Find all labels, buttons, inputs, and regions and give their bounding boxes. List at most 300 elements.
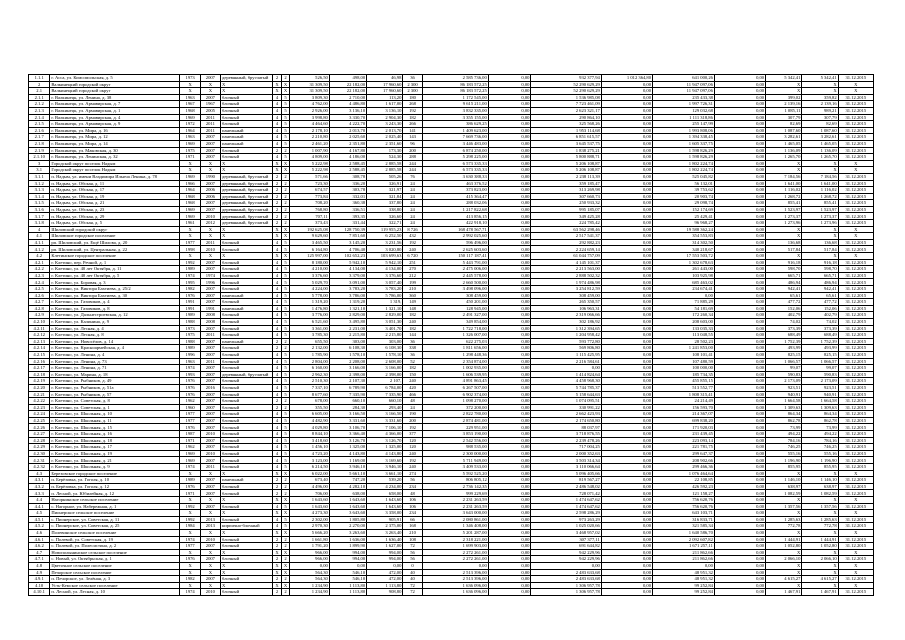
table-cell: 4 bbox=[273, 365, 282, 372]
table-cell: 1 752,39 bbox=[766, 338, 802, 345]
table-cell: 1988 bbox=[180, 338, 200, 345]
address-cell: г. Валкинецк, ул. Маковская, д. 30 bbox=[50, 147, 180, 154]
table-cell: 2 822 780,00 bbox=[422, 411, 488, 418]
table-cell: 235 433,38 bbox=[653, 94, 715, 101]
table-cell: X bbox=[838, 562, 873, 569]
address-cell: Городской округ поселок Надым bbox=[50, 160, 180, 167]
address-cell: Нагорнинское сельское поселение bbox=[50, 497, 180, 504]
table-cell: 1 664,58 bbox=[802, 398, 838, 405]
table-cell: 0,00 bbox=[601, 417, 652, 424]
table-row bbox=[29, 154, 874, 161]
table-cell: 2 829,00 bbox=[329, 312, 366, 319]
table-cell: 2007 bbox=[200, 371, 220, 378]
table-cell: 0,00 bbox=[367, 562, 403, 569]
table-cell: 0,00 bbox=[601, 134, 652, 141]
table-cell: X bbox=[221, 226, 273, 233]
table-cell: 2007 bbox=[200, 503, 220, 510]
table-cell: 0,00 bbox=[488, 101, 531, 108]
table-cell: 2007 bbox=[200, 351, 220, 358]
table-cell: 1969 bbox=[180, 140, 200, 147]
table-cell: 4 bbox=[273, 384, 282, 391]
address-cell: п. Лесной, ул. Лесная, д. 10 bbox=[50, 589, 180, 596]
table-cell: 3 243,30 bbox=[367, 121, 403, 128]
table-cell: X bbox=[180, 582, 200, 589]
table-cell: 0,00 bbox=[714, 470, 765, 477]
table-cell: 2 270,00 bbox=[329, 523, 366, 530]
table-cell: X bbox=[802, 88, 838, 95]
table-cell: 2007 bbox=[200, 444, 220, 451]
table-cell: 2 bbox=[273, 556, 282, 563]
address-cell: г. Клетино, ул. Школьная, д. 18 bbox=[50, 437, 180, 444]
table-cell: 432 bbox=[403, 233, 422, 240]
address-cell: г. Клетино, ул. Газовиков, д. 8 bbox=[50, 305, 180, 312]
table-cell: 2 bbox=[273, 200, 282, 207]
table-cell: X bbox=[802, 529, 838, 536]
table-cell: 1 241 853,00 bbox=[653, 345, 715, 352]
table-cell: 4 186,00 bbox=[329, 154, 366, 161]
address-cell: п. Надым, ул. Обская, д. 19 bbox=[50, 193, 180, 200]
table-cell: 0,00 bbox=[714, 431, 765, 438]
table-cell: 4.2.31 bbox=[29, 457, 50, 464]
table-cell: 3 832 335,00 bbox=[422, 107, 488, 114]
table-cell: 168 bbox=[403, 523, 422, 530]
table-cell: 61 044 757,09 bbox=[531, 253, 601, 260]
table-cell: 4.2.3 bbox=[29, 272, 50, 279]
table-row bbox=[29, 345, 874, 352]
table-cell: 2010 bbox=[200, 450, 220, 457]
table-cell: 1 394 338,45 bbox=[653, 134, 715, 141]
table-cell: 0,00 bbox=[714, 173, 765, 180]
table-cell: 555,16 bbox=[766, 450, 802, 457]
table-cell: 1 523,97 bbox=[802, 206, 838, 213]
table-cell: 0,00 bbox=[601, 437, 652, 444]
table-cell: 0,00 bbox=[714, 81, 765, 88]
table-cell: 56 bbox=[403, 556, 422, 563]
table-cell: 0,00 bbox=[488, 318, 531, 325]
table-cell: 1 116,02 bbox=[766, 187, 802, 194]
table-cell: 1974 bbox=[180, 272, 200, 279]
table-cell: 1 113,80 bbox=[329, 589, 366, 596]
table-cell: 4.3.3 bbox=[29, 490, 50, 497]
table-row bbox=[29, 497, 874, 504]
table-cell: 4.2.2 bbox=[29, 266, 50, 273]
table-cell: 99 252,84 bbox=[653, 582, 715, 589]
address-cell: г. Клетино, ул. Рыбников, д. 51а bbox=[50, 384, 180, 391]
table-cell: 4 706,40 bbox=[329, 246, 366, 253]
table-cell: 4 bbox=[273, 318, 282, 325]
table-cell: 0,00 bbox=[488, 457, 531, 464]
table-cell: 0,00 bbox=[488, 187, 531, 194]
table-cell: 31.12.2015 bbox=[838, 206, 873, 213]
table-cell: 0,00 bbox=[488, 173, 531, 180]
table-cell: 2 178,10 bbox=[290, 127, 329, 134]
address-cell: п. Лесной, ул. Юбилейная, д. 12 bbox=[50, 490, 180, 497]
table-cell: 4 bbox=[273, 272, 282, 279]
table-cell: 2 132,00 bbox=[290, 345, 329, 352]
table-cell: 0,00 bbox=[488, 576, 531, 583]
table-row bbox=[29, 424, 874, 431]
table-cell: 86 183 572,25 bbox=[422, 81, 488, 88]
table-cell: 0,00 bbox=[601, 332, 652, 339]
table-cell: 0,00 bbox=[601, 516, 652, 523]
table-cell: 274 bbox=[403, 470, 422, 477]
table-cell: 4.2 bbox=[29, 253, 50, 260]
table-cell: 314 302,50 bbox=[653, 239, 715, 246]
table-cell: 2 bbox=[273, 187, 282, 194]
address-cell: г. Клетино, ул. Рыбников, д. 49 bbox=[50, 378, 180, 385]
table-cell: 1971 bbox=[180, 490, 200, 497]
table-cell: 2007 bbox=[200, 417, 220, 424]
table-cell: 107 480,59 bbox=[653, 358, 715, 365]
table-cell: 0,00 bbox=[601, 180, 652, 187]
address-cell: п. Надым, ул. имени Владимира Ильича Ленина, д. 78 bbox=[50, 173, 180, 180]
table-cell: 3 366,40 bbox=[329, 431, 366, 438]
table-cell: 864,34 bbox=[802, 411, 838, 418]
table-cell: 0,00 bbox=[601, 233, 652, 240]
table-cell: 4.6.1 bbox=[29, 536, 50, 543]
table-cell: 0,00 bbox=[488, 516, 531, 523]
table-cell: блочный bbox=[221, 437, 273, 444]
table-cell: 108 bbox=[403, 536, 422, 543]
table-cell: 4 bbox=[273, 437, 282, 444]
table-cell: 96 bbox=[403, 140, 422, 147]
table-cell: 691 644,82 bbox=[531, 543, 601, 550]
table-cell: 373,43 bbox=[290, 220, 329, 227]
table-cell: 1 268,72 bbox=[802, 193, 838, 200]
table-cell: 1 325,00 bbox=[329, 444, 366, 451]
table-cell: 265 350,57 bbox=[531, 299, 601, 306]
table-cell: 82,69 bbox=[802, 121, 838, 128]
table-cell: 2007 bbox=[200, 345, 220, 352]
table-cell: X bbox=[838, 160, 873, 167]
table-cell: 0,00 bbox=[714, 510, 765, 517]
table-cell: 119 955,23 bbox=[367, 226, 403, 233]
table-cell: 0,00 bbox=[714, 206, 765, 213]
table-cell: 6 789,90 bbox=[329, 384, 366, 391]
table-cell: 1 643,60 bbox=[329, 503, 366, 510]
table-cell: 5 bbox=[281, 351, 290, 358]
table-cell: 121 158,27 bbox=[653, 490, 715, 497]
table-cell: 2 224 659,14 bbox=[531, 246, 601, 253]
table-cell: 526,50 bbox=[290, 75, 329, 82]
table-cell: X bbox=[180, 226, 200, 233]
table-cell: 0,00 bbox=[488, 160, 531, 167]
address-cell: г. Клетино, ул. Школьная, д. 11 bbox=[50, 417, 180, 424]
table-cell: 1 306 957,78 bbox=[531, 589, 601, 596]
table-cell: X bbox=[180, 160, 200, 167]
table-cell: 2 bbox=[281, 556, 290, 563]
table-cell: 0,00 bbox=[601, 160, 652, 167]
table-cell: 3 166,50 bbox=[367, 411, 403, 418]
table-cell: 4 bbox=[273, 94, 282, 101]
table-cell: 3 495,80 bbox=[329, 318, 366, 325]
address-cell: п. Надым, ул. Обская, д. 11 bbox=[50, 180, 180, 187]
table-cell: 2010 bbox=[200, 431, 220, 438]
table-cell: 3 503 314,34 bbox=[531, 457, 601, 464]
table-cell: 2 888 502,32 bbox=[531, 272, 601, 279]
table-cell: 0,00 bbox=[488, 121, 531, 128]
table-cell: блочный bbox=[221, 279, 273, 286]
table-cell: 0,00 bbox=[714, 107, 765, 114]
table-cell: 4 bbox=[273, 127, 282, 134]
table-cell: 5 bbox=[281, 121, 290, 128]
table-cell: 31.12.2015 bbox=[838, 371, 873, 378]
table-cell: 1 136,09 bbox=[766, 147, 802, 154]
table-cell: X bbox=[281, 226, 290, 233]
table-cell: 4 143,80 bbox=[329, 450, 366, 457]
capital-repair-register-table bbox=[28, 74, 874, 596]
table-cell: 7 184,56 bbox=[766, 173, 802, 180]
table-cell: 4 bbox=[273, 312, 282, 319]
table-cell: 1989 bbox=[180, 477, 200, 484]
table-cell: X bbox=[838, 529, 873, 536]
table-cell: 0,00 bbox=[290, 562, 329, 569]
table-cell: 31.12.2015 bbox=[838, 503, 873, 510]
address-cell: г. Клетино, ул. Виктора Бахтиева, д. 25/2 bbox=[50, 286, 180, 293]
table-cell: 2 bbox=[281, 589, 290, 596]
table-cell: X bbox=[838, 582, 873, 589]
table-cell: 31.12.2015 bbox=[838, 286, 873, 293]
table-cell: 2008 bbox=[200, 318, 220, 325]
table-cell: 402,79 bbox=[802, 312, 838, 319]
table-cell: 106 963,31 bbox=[531, 305, 601, 312]
table-cell: 2 354 874,00 bbox=[422, 358, 488, 365]
table-cell: 655,50 bbox=[290, 338, 329, 345]
table-cell: 3 254 812,59 bbox=[531, 286, 601, 293]
table-cell: 303,00 bbox=[329, 338, 366, 345]
table-cell: 3 020,80 bbox=[367, 246, 403, 253]
table-cell: 31.12.2015 bbox=[838, 121, 873, 128]
table-cell: 31.12.2015 bbox=[838, 94, 873, 101]
table-cell: 2007 bbox=[200, 556, 220, 563]
table-cell: 5 bbox=[281, 431, 290, 438]
table-cell: 2 483 633,68 bbox=[531, 569, 601, 576]
table-cell: 3 718 876,55 bbox=[531, 431, 601, 438]
table-cell: 571,66 bbox=[290, 173, 329, 180]
table-cell: 3 418,60 bbox=[290, 437, 329, 444]
table-cell: 0,00 bbox=[601, 569, 652, 576]
table-cell: 5 298 225,00 bbox=[422, 154, 488, 161]
table-cell: 1 523,97 bbox=[766, 206, 802, 213]
table-row bbox=[29, 173, 874, 180]
table-cell: 1 146,10 bbox=[766, 477, 802, 484]
table-cell: 0,00 bbox=[601, 576, 652, 583]
table-cell: 1 636 096,00 bbox=[422, 582, 488, 589]
table-cell: 99,07 bbox=[766, 365, 802, 372]
table-row bbox=[29, 147, 874, 154]
table-cell: 3 630 388,33 bbox=[422, 173, 488, 180]
table-cell: 1 617,00 bbox=[367, 101, 403, 108]
table-cell: блочный bbox=[221, 312, 273, 319]
table-cell: 3 331,60 bbox=[329, 417, 366, 424]
table-cell: 2007 bbox=[200, 378, 220, 385]
table-cell: 8 180,00 bbox=[290, 259, 329, 266]
table-cell: 31.12.2015 bbox=[838, 272, 873, 279]
address-cell: г. Клетино, пер. Речной, д. 1 bbox=[50, 259, 180, 266]
table-cell: 307,79 bbox=[802, 114, 838, 121]
table-cell: 1968 bbox=[180, 107, 200, 114]
table-cell: 1 641,00 bbox=[766, 180, 802, 187]
table-cell: 699 838,20 bbox=[653, 417, 715, 424]
table-cell: 0,00 bbox=[601, 358, 652, 365]
table-cell: 0,00 bbox=[601, 81, 652, 88]
table-cell: 4 bbox=[273, 371, 282, 378]
table-cell: 4 bbox=[273, 378, 282, 385]
address-cell: п. Берёзовка, ул. Гоголя, д. 12 bbox=[50, 483, 180, 490]
address-cell: г. Клетино, ул. Газовиков, д. 4 bbox=[50, 299, 180, 306]
table-cell: X bbox=[200, 88, 220, 95]
table-cell: 0,00 bbox=[714, 312, 765, 319]
table-cell: 2011 bbox=[200, 239, 220, 246]
table-cell: 4.4 bbox=[29, 497, 50, 504]
table-cell: 0,00 bbox=[488, 266, 531, 273]
table-cell: 4.6.2 bbox=[29, 543, 50, 550]
table-cell: 413 856,15 bbox=[422, 213, 488, 220]
table-cell: 0,00 bbox=[601, 457, 652, 464]
table-cell: 3.1.5 bbox=[29, 200, 50, 207]
table-cell: 2 491 327,00 bbox=[422, 312, 488, 319]
table-cell: 3 643,60 bbox=[329, 510, 366, 517]
table-cell: 2 bbox=[281, 404, 290, 411]
table-cell: 513 552,77 bbox=[653, 384, 715, 391]
table-cell: 2 066,10 bbox=[802, 556, 838, 563]
table-cell: 1 578,10 bbox=[329, 351, 366, 358]
address-cell: г. Клетино, ул. Рыбников, д. 57 bbox=[50, 391, 180, 398]
table-cell: 908,80 bbox=[367, 589, 403, 596]
table-cell: 31.12.2015 bbox=[838, 200, 873, 207]
table-cell: 5 bbox=[281, 114, 290, 121]
table-cell: 1 636,40 bbox=[367, 536, 403, 543]
table-cell: 3 169,60 bbox=[367, 457, 403, 464]
table-cell: 5 222,98 bbox=[290, 167, 329, 174]
table-cell: 292 882,23 bbox=[531, 239, 601, 246]
table-cell: 5 592 525,20 bbox=[422, 470, 488, 477]
table-cell: 288 bbox=[403, 154, 422, 161]
table-cell: 31.12.2015 bbox=[838, 378, 873, 385]
table-cell: 0,00 bbox=[601, 483, 652, 490]
table-cell: 2 585 736,00 bbox=[422, 75, 488, 82]
table-cell: 0,00 bbox=[601, 411, 652, 418]
table-cell: 5 bbox=[281, 437, 290, 444]
table-cell: 4 bbox=[273, 305, 282, 312]
table-cell: 1974 bbox=[200, 272, 220, 279]
table-cell: 746,25 bbox=[802, 444, 838, 451]
table-cell: X bbox=[838, 253, 873, 260]
table-row bbox=[29, 384, 874, 391]
table-row bbox=[29, 351, 874, 358]
table-cell: 2 623 321,17 bbox=[531, 107, 601, 114]
table-cell: 234 bbox=[403, 483, 422, 490]
table-cell: 5 bbox=[281, 332, 290, 339]
table-cell: 0,00 bbox=[601, 299, 652, 306]
table-cell: 1 309,63 bbox=[802, 404, 838, 411]
table-cell: 261 443,00 bbox=[653, 266, 715, 273]
table-cell: X bbox=[200, 569, 220, 576]
table-cell: 303,78 bbox=[329, 187, 366, 194]
address-cell: г. Клетино, ул. Калинина, д. 9 bbox=[50, 318, 180, 325]
table-cell: 2 475 006,00 bbox=[422, 266, 488, 273]
table-cell: 2 238 113,39 bbox=[531, 173, 601, 180]
table-cell: 6 252,50 bbox=[367, 233, 403, 240]
table-cell: X bbox=[200, 81, 220, 88]
table-cell: 66 bbox=[403, 516, 422, 523]
table-cell: 2 080 861,00 bbox=[422, 516, 488, 523]
table-cell: 2 231 263,59 bbox=[422, 497, 488, 504]
table-cell: 1 643,60 bbox=[290, 503, 329, 510]
table-cell: 72 bbox=[403, 543, 422, 550]
address-cell: г. Клетино, ул. Ленина, д. 71 bbox=[50, 365, 180, 372]
address-cell: г. Клетино, ул. Красноармейская, д. 4 bbox=[50, 345, 180, 352]
table-cell: X bbox=[180, 549, 200, 556]
table-cell: 31.12.2015 bbox=[838, 107, 873, 114]
table-cell: 923,51 bbox=[766, 384, 802, 391]
table-cell: 1960 bbox=[180, 404, 200, 411]
table-cell: 855,95 bbox=[802, 464, 838, 471]
table-cell: 0,00 bbox=[488, 365, 531, 372]
table-cell: 200 bbox=[403, 417, 422, 424]
table-cell: 4.8 bbox=[29, 562, 50, 569]
table-cell: 3 643 000,00 bbox=[422, 510, 488, 517]
table-cell: 349 425,28 bbox=[531, 213, 601, 220]
table-cell: 0,00 bbox=[714, 134, 765, 141]
table-cell: 3 401,70 bbox=[367, 325, 403, 332]
table-cell: 1 196,90 bbox=[766, 457, 802, 464]
table-cell: 1991 bbox=[180, 305, 200, 312]
table-cell: 0,00 bbox=[601, 398, 652, 405]
table-cell: 455 855,15 bbox=[653, 378, 715, 385]
table-cell: 819 567,27 bbox=[531, 477, 601, 484]
table-cell: 4.3 bbox=[29, 470, 50, 477]
table-cell: 2.1.8 bbox=[29, 140, 50, 147]
address-cell: г. Валкинецк, ул. Армавирская, д. 1 bbox=[50, 107, 180, 114]
table-cell: 2 874 481,00 bbox=[422, 417, 488, 424]
table-cell: блочный bbox=[221, 94, 273, 101]
table-cell: 2 486 548,02 bbox=[531, 483, 601, 490]
table-cell: 1 808 315,41 bbox=[653, 391, 715, 398]
table-cell: 1971 bbox=[180, 437, 200, 444]
table-cell: 7 851,60 bbox=[329, 233, 366, 240]
table-cell: 6 720 bbox=[403, 253, 422, 260]
table-cell: 598,70 bbox=[766, 266, 802, 273]
table-cell: X bbox=[838, 233, 873, 240]
table-cell: 0,00 bbox=[488, 398, 531, 405]
table-cell: X bbox=[766, 253, 802, 260]
address-cell: с. Пионерское, ул. Советская, д. 25 bbox=[50, 523, 180, 530]
table-cell: 71 885,29 bbox=[653, 299, 715, 306]
table-cell: 73,99 bbox=[802, 424, 838, 431]
table-cell: 4.3.1 bbox=[29, 477, 50, 484]
table-cell: 4 bbox=[273, 246, 282, 253]
table-cell: 2 bbox=[273, 206, 282, 213]
table-cell: 0,00 bbox=[601, 266, 652, 273]
table-cell: 284,30 bbox=[329, 404, 366, 411]
table-cell: 4 134,00 bbox=[367, 266, 403, 273]
table-row bbox=[29, 226, 874, 233]
table-cell: деревянный, брусчатый bbox=[221, 206, 273, 213]
table-cell: 0,00 bbox=[488, 220, 531, 227]
table-cell: 1 627,00 bbox=[367, 543, 403, 550]
table-cell: 4.7.1 bbox=[29, 556, 50, 563]
table-cell: 4.2.16 bbox=[29, 358, 50, 365]
table-cell: 182 bbox=[403, 312, 422, 319]
table-cell: 0,00 bbox=[714, 338, 765, 345]
table-cell: 0,00 bbox=[488, 351, 531, 358]
table-cell: 229 951,00 bbox=[422, 424, 488, 431]
table-cell: 1991 bbox=[180, 299, 200, 306]
table-cell: 4 891 863,45 bbox=[422, 378, 488, 385]
table-cell: 2007 bbox=[200, 398, 220, 405]
table-cell: 1 476,80 bbox=[290, 305, 329, 312]
